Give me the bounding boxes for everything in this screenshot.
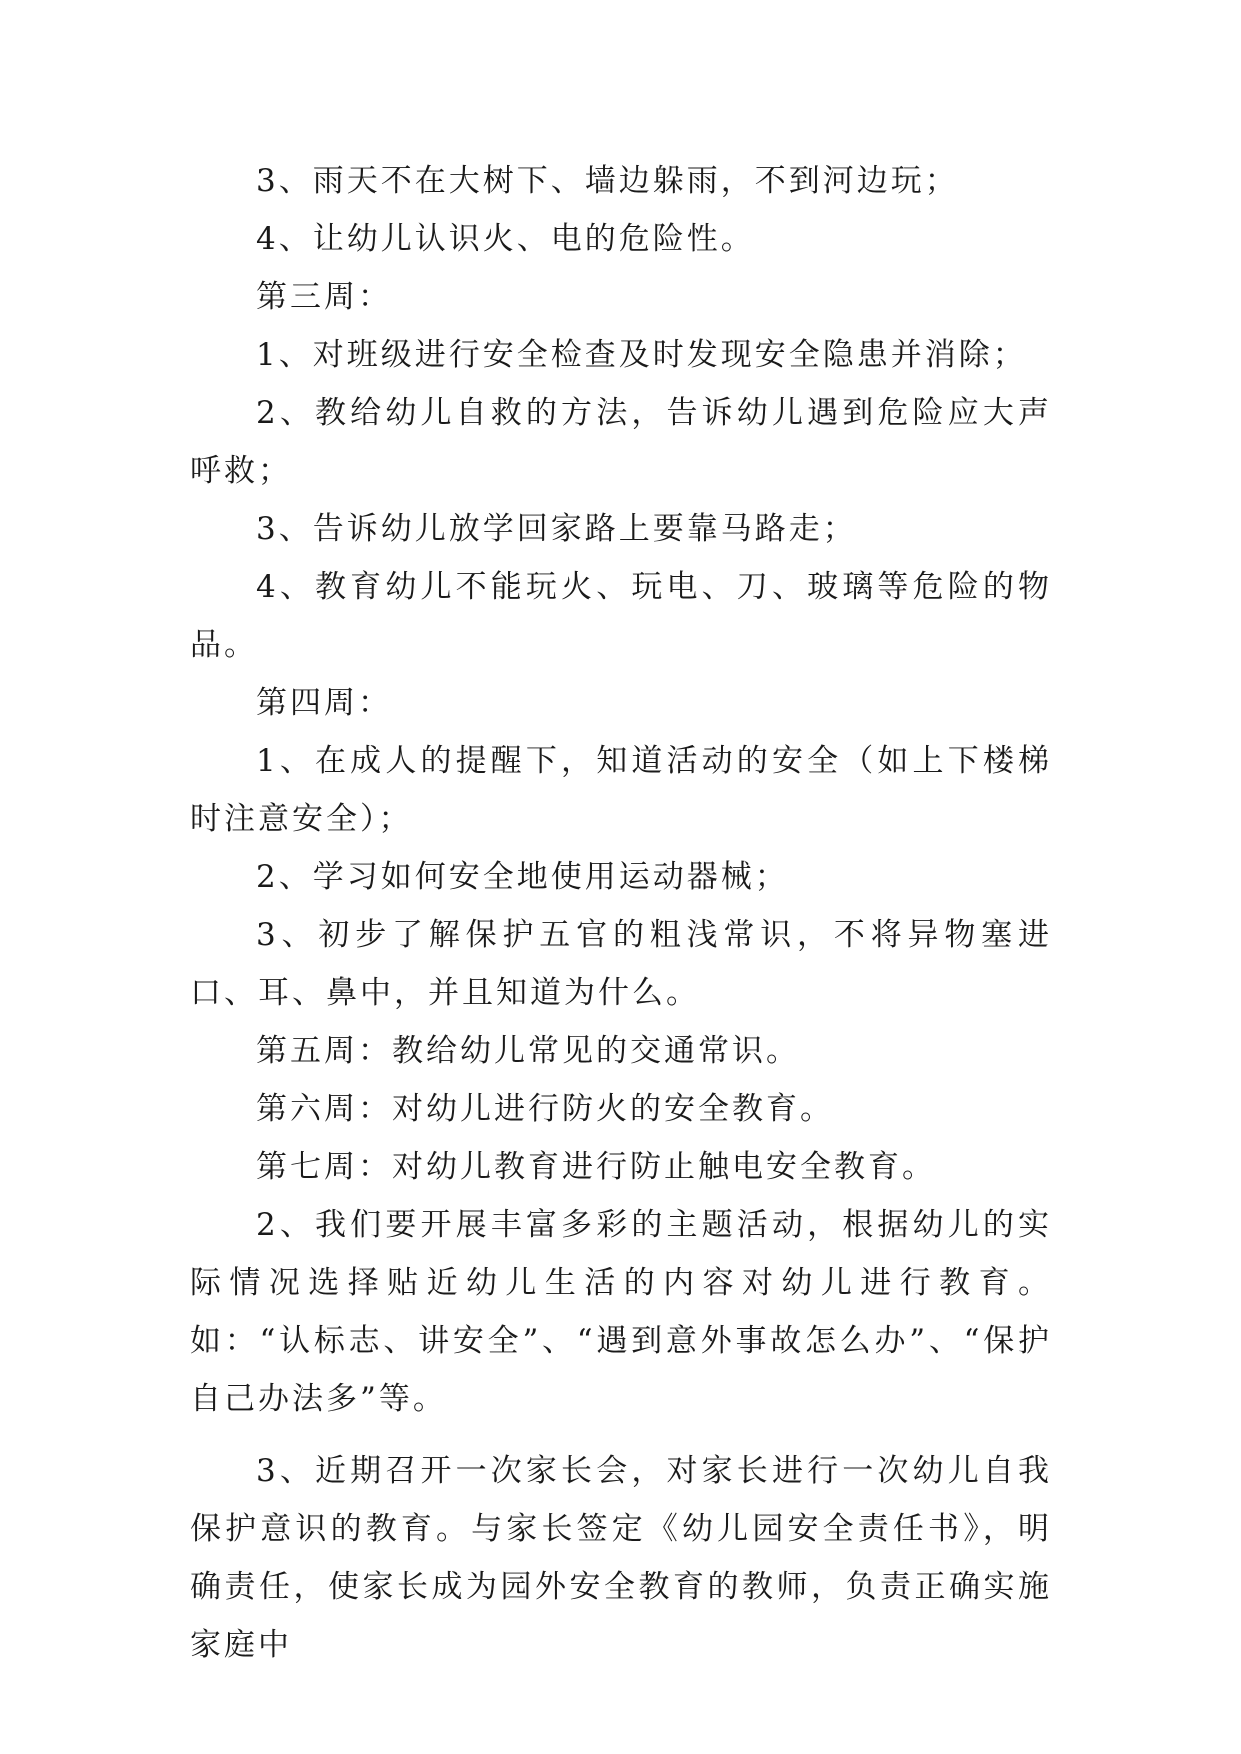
- paragraph-week4-item2: 2、学习如何安全地使用运动器械；: [256, 859, 789, 895]
- paragraph-week5: 第五周：教给幼儿常见的交通常识。: [256, 1033, 800, 1069]
- paragraph-theme-activities: 2、我们要开展丰富多彩的主题活动，根据幼儿的实际情况选择贴近幼儿生活的内容对幼儿进行教育。如：“认标志、讲安全”、“遇到意外事故怎么办”、“保护自己办法多”等。: [190, 1207, 1052, 1417]
- paragraph-week3-item3: 3、告诉幼儿放学回家路上要靠马路走；: [256, 511, 857, 547]
- paragraph-week2-item4: 4、让幼儿认识火、电的危险性。: [256, 221, 755, 257]
- paragraph-week3-item4: 4、教育幼儿不能玩火、玩电、刀、玻璃等危险的物品。: [190, 569, 1052, 663]
- document-body: [190, 152, 1052, 1674]
- paragraph-parent-meeting: 3、近期召开一次家长会，对家长进行一次幼儿自我保护意识的教育。与家长签定《幼儿园安全责任书》，明确责任，使家长成为园外安全教育的教师，负责正确实施家庭中: [190, 1453, 1052, 1663]
- paragraph-week3-item1: 1、对班级进行安全检查及时发现安全隐患并消除；: [256, 337, 1027, 373]
- paragraph-week3-item2: 2、教给幼儿自救的方法，告诉幼儿遇到危险应大声呼救；: [190, 395, 1052, 489]
- paragraph-week7: 第七周：对幼儿教育进行防止触电安全教育。: [256, 1149, 936, 1185]
- paragraph-week6: 第六周：对幼儿进行防火的安全教育。: [256, 1091, 834, 1127]
- paragraph-week4-item3: 3、初步了解保护五官的粗浅常识，不将异物塞进口、耳、鼻中，并且知道为什么。: [190, 917, 1052, 1011]
- paragraph-week4-item1: 1、在成人的提醒下，知道活动的安全（如上下楼梯时注意安全）；: [190, 743, 1052, 837]
- paragraph-week2-item3: 3、雨天不在大树下、墙边躲雨，不到河边玩；: [256, 163, 959, 199]
- heading-week3: 第三周：: [256, 279, 392, 315]
- heading-week4: 第四周：: [256, 685, 392, 721]
